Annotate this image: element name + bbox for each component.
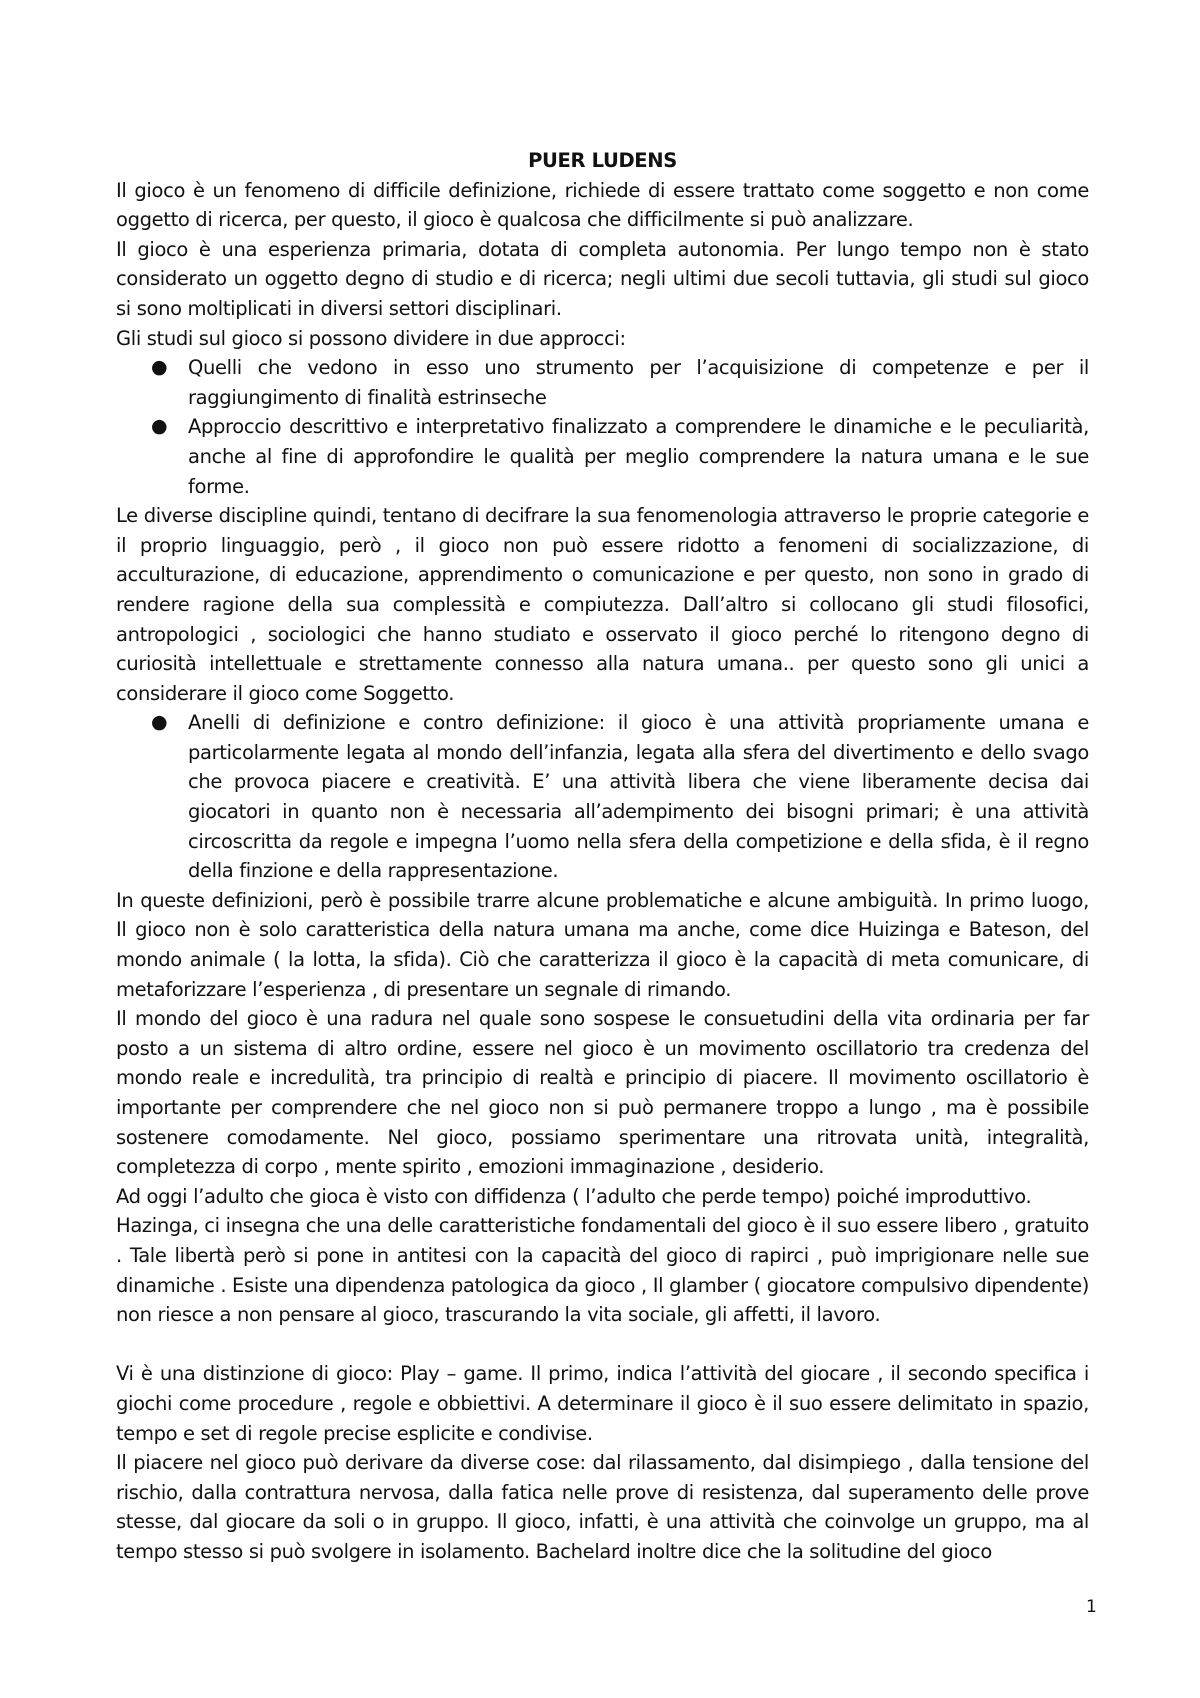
page-number: 1	[1086, 1597, 1097, 1617]
bullet-icon: ●	[151, 711, 168, 734]
bullet-list	[116, 353, 1089, 501]
list-item	[116, 708, 1089, 886]
bullet-list	[116, 708, 1089, 886]
paragraph: In queste definizioni, però è possibile trarre alcune problematiche e alcune ambiguità. In primo luogo, Il gioco non è solo caratteristica della natura umana ma anche, come dice Huizinga e Bateson, del mondo animale ( la lotta, la sfida). Ciò che caratterizza il gioco è la capacità di meta comunicare, di metaforizzare l’esperienza , di presentare un segnale di rimando.	[116, 888, 1089, 1001]
paragraph: Hazinga, ci insegna che una delle caratteristiche fondamentali del gioco è il suo essere libero , gratuito . Tale libertà però si pone in antitesi con la capacità del gioco di rapirci , può imprigionare nelle sue dinamiche . Esiste una dipendenza patologica da gioco , Il glamber ( giocatore compulsivo dipendente) non riesce a non pensare al gioco, trascurando la vita sociale, gli affetti, il lavoro.	[116, 1214, 1089, 1327]
document-title: PUER LUDENS	[528, 149, 677, 172]
list-item-text: Quelli che vedono in esso uno strumento per l’acquisizione di competenze e per il raggiungimento di finalità estrinseche	[188, 356, 1089, 409]
paragraph: Il gioco è una esperienza primaria, dotata di completa autonomia. Per lungo tempo non è stato considerato un oggetto degno di studio e di ricerca; negli ultimi due secoli tuttavia, gli studi sul gioco si sono moltiplicati in diversi settori disciplinari.	[116, 237, 1089, 320]
document-page	[116, 146, 1089, 1567]
paragraph: Vi è una distinzione di gioco: Play – game. Il primo, indica l’attività del giocare , il secondo specifica i giochi come procedure , regole e obbiettivi. A determinare il gioco è il suo essere delimitato in spazio, tempo e set di regole precise esplicite e condivise.	[116, 1362, 1089, 1445]
list-item	[116, 353, 1089, 412]
list-item-text: Approccio descrittivo e interpretativo finalizzato a comprendere le dinamiche e le peculiarità, anche al fine di approfondire le qualità per meglio comprendere la natura umana e le sue forme.	[188, 415, 1089, 498]
list-item	[116, 412, 1089, 501]
blank-line	[116, 1330, 1089, 1360]
paragraph: Le diverse discipline quindi, tentano di decifrare la sua fenomenologia attraverso le proprie categorie e il proprio linguaggio, però , il gioco non può essere ridotto a fenomeni di socializzazione, di acculturazione, di educazione, apprendimento o comunicazione e per questo, non sono in grado di rendere ragione della sua complessità e compiutezza. Dall’altro si collocano gli studi filosofici, antropologici , sociologici che hanno studiato e osservato il gioco perché lo ritengono degno di curiosità intellettuale e strettamente connesso alla natura umana.. per questo sono gli unici a considerare il gioco come Soggetto.	[116, 504, 1089, 705]
bullet-icon: ●	[151, 415, 168, 438]
paragraph: Gli studi sul gioco si possono dividere in due approcci:	[116, 326, 626, 350]
paragraph: Ad oggi l’adulto che gioca è visto con diffidenza ( l’adulto che perde tempo) poiché improduttivo.	[116, 1184, 1032, 1208]
paragraph: Il gioco è un fenomeno di difficile definizione, richiede di essere trattato come soggetto e non come oggetto di ricerca, per questo, il gioco è qualcosa che difficilmente si può analizzare.	[116, 178, 1089, 232]
list-item-text: Anelli di definizione e contro definizione: il gioco è una attività propriamente umana e particolarmente legata al mondo dell’infanzia, legata alla sfera del divertimento e dello svago che provoca piacere e creatività. E’ una attività libera che viene liberamente decisa dai giocatori in quanto non è necessaria all’adempimento dei bisogni primari; è una attività circoscritta da regole e impegna l’uomo nella sfera della competizione e della sfida, è il regno della finzione e della rappresentazione.	[188, 711, 1089, 883]
paragraph: Il mondo del gioco è una radura nel quale sono sospese le consuetudini della vita ordinaria per far posto a un sistema di altro ordine, essere nel gioco è un movimento oscillatorio tra credenza del mondo reale e incredulità, tra principio di realtà e principio di piacere. Il movimento oscillatorio è importante per comprendere che nel gioco non si può permanere troppo a lungo , ma è possibile sostenere comodamente. Nel gioco, possiamo sperimentare una ritrovata unità, integralità, completezza di corpo , mente spirito , emozioni immaginazione , desiderio.	[116, 1007, 1089, 1179]
bullet-icon: ●	[151, 356, 168, 379]
paragraph: Il piacere nel gioco può derivare da diverse cose: dal rilassamento, dal disimpiego , dalla tensione del rischio, dalla contrattura nervosa, dalla fatica nelle prove di resistenza, dal superamento delle prove stesse, dal giocare da soli o in gruppo. Il gioco, infatti, è una attività che coinvolge un gruppo, ma al tempo stesso si può svolgere in isolamento. Bachelard inoltre dice che la solitudine del gioco	[116, 1451, 1089, 1563]
